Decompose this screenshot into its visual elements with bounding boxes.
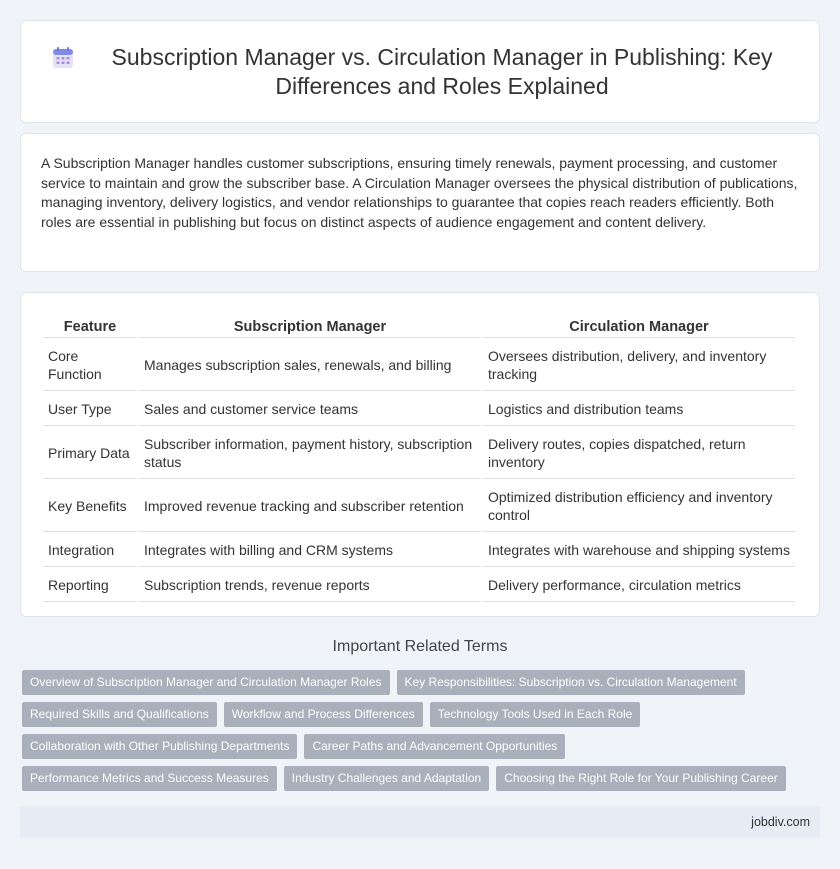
- header-card: [20, 20, 820, 123]
- circulation-cell: Integrates with warehouse and shipping systems: [483, 534, 795, 567]
- table-row: [43, 481, 795, 532]
- tag-row: [22, 766, 812, 791]
- related-term-tag[interactable]: Performance Metrics and Success Measures: [22, 766, 277, 791]
- tag-row: [22, 670, 812, 695]
- comparison-card: [20, 292, 820, 617]
- circulation-cell: Delivery routes, copies dispatched, return inventory: [483, 428, 795, 479]
- subscription-cell: Improved revenue tracking and subscriber retention: [139, 481, 481, 532]
- circulation-cell: Oversees distribution, delivery, and inventory tracking: [483, 340, 795, 391]
- circulation-cell: Delivery performance, circulation metrics: [483, 569, 795, 602]
- feature-cell: Key Benefits: [43, 481, 137, 532]
- feature-cell: User Type: [43, 393, 137, 426]
- header-circulation-manager: Circulation Manager: [483, 315, 795, 338]
- subscription-cell: Integrates with billing and CRM systems: [139, 534, 481, 567]
- subscription-cell: Sales and customer service teams: [139, 393, 481, 426]
- table-row: [43, 534, 795, 567]
- footer-site-link[interactable]: jobdiv.com: [751, 815, 810, 829]
- page-title: Subscription Manager vs. Circulation Manager in Publishing: Key Differences and Roles Explained: [111, 43, 773, 99]
- intro-card: [20, 133, 820, 272]
- feature-cell: Core Function: [43, 340, 137, 391]
- feature-cell: Reporting: [43, 569, 137, 602]
- footer: [20, 806, 820, 838]
- tag-row: [22, 734, 812, 759]
- table-row: [43, 428, 795, 479]
- table-row: [43, 393, 795, 426]
- related-term-tag[interactable]: Choosing the Right Role for Your Publishing Career: [496, 766, 786, 791]
- table-row: [43, 340, 795, 391]
- tag-row: [22, 702, 812, 727]
- related-terms-tags: [22, 670, 812, 798]
- intro-paragraph: A Subscription Manager handles customer subscriptions, ensuring timely renewals, payment processing, and customer service to maintain and grow the subscriber base. A Circulation Manager oversees the physical distribution of publications, managing inventory, delivery logistics, and vendor relationships to guarantee that copies reach readers efficiently. Both roles are essential in publishing but focus on distinct aspects of audience engagement and content delivery.: [41, 155, 798, 230]
- related-term-tag[interactable]: Career Paths and Advancement Opportunities: [304, 734, 565, 759]
- header-subscription-manager: Subscription Manager: [139, 315, 481, 338]
- subscription-cell: Manages subscription sales, renewals, and billing: [139, 340, 481, 391]
- subscription-cell: Subscription trends, revenue reports: [139, 569, 481, 602]
- related-term-tag[interactable]: Required Skills and Qualifications: [22, 702, 217, 727]
- related-term-tag[interactable]: Industry Challenges and Adaptation: [284, 766, 489, 791]
- circulation-cell: Optimized distribution efficiency and inventory control: [483, 481, 795, 532]
- subscription-cell: Subscriber information, payment history, subscription status: [139, 428, 481, 479]
- header-feature: Feature: [43, 315, 137, 338]
- calendar-icon: [51, 46, 75, 70]
- related-term-tag[interactable]: Overview of Subscription Manager and Circulation Manager Roles: [22, 670, 390, 695]
- related-term-tag[interactable]: Workflow and Process Differences: [224, 702, 423, 727]
- related-term-tag[interactable]: Technology Tools Used in Each Role: [430, 702, 641, 727]
- related-term-tag[interactable]: Collaboration with Other Publishing Departments: [22, 734, 297, 759]
- table-row: [43, 569, 795, 602]
- circulation-cell: Logistics and distribution teams: [483, 393, 795, 426]
- related-terms-title: Important Related Terms: [332, 638, 508, 655]
- comparison-table: [41, 313, 797, 604]
- feature-cell: Primary Data: [43, 428, 137, 479]
- table-header-row: [43, 315, 795, 338]
- feature-cell: Integration: [43, 534, 137, 567]
- related-term-tag[interactable]: Key Responsibilities: Subscription vs. Circulation Management: [397, 670, 745, 695]
